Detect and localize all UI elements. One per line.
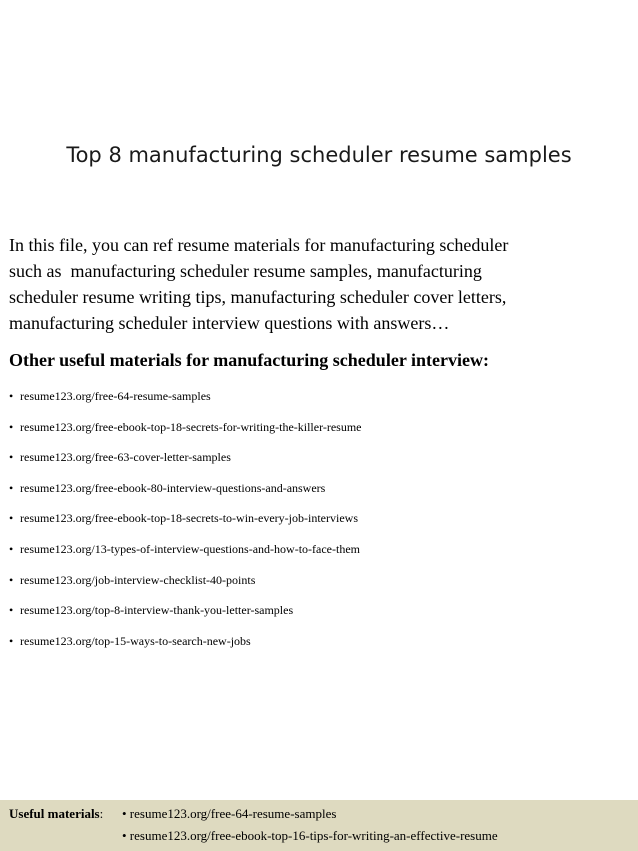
footer-link[interactable]: • resume123.org/free-ebook-top-16-tips-for-writing-an-effective-resume	[122, 828, 498, 843]
list-item	[9, 412, 638, 443]
intro-line: manufacturing scheduler interview questions with answers…	[9, 313, 450, 333]
list-item	[9, 595, 638, 626]
bullet-icon: •	[9, 572, 14, 587]
bullet-icon: •	[9, 450, 14, 465]
bullet-icon: •	[9, 480, 14, 495]
list-item	[9, 381, 638, 412]
resource-link[interactable]: resume123.org/free-64-resume-samples	[20, 389, 211, 403]
list-item	[9, 565, 638, 596]
footer-bar	[0, 800, 638, 851]
resource-link[interactable]: resume123.org/top-8-interview-thank-you-letter-samples	[20, 603, 294, 618]
bullet-icon: •	[9, 389, 14, 403]
footer-label-separator: :	[99, 806, 104, 821]
footer-label	[9, 806, 103, 822]
list-item	[9, 473, 638, 504]
resource-link[interactable]: resume123.org/job-interview-checklist-40-points	[20, 572, 256, 587]
list-item	[9, 442, 638, 473]
footer-link[interactable]: • resume123.org/free-64-resume-samples	[122, 806, 337, 821]
page-title: Top 8 manufacturing scheduler resume samples	[66, 143, 572, 167]
bullet-icon: •	[9, 511, 14, 526]
intro-line: such as manufacturing scheduler resume samples, manufacturing	[9, 261, 482, 281]
bullet-icon: •	[9, 541, 14, 556]
materials-link-list	[9, 381, 638, 656]
bullet-icon: •	[9, 603, 14, 618]
materials-subheading: Other useful materials for manufacturing scheduler interview:	[9, 350, 489, 370]
footer-label-text: Useful materials	[9, 806, 100, 821]
list-item	[9, 503, 638, 534]
intro-line: scheduler resume writing tips, manufacturing scheduler cover letters,	[9, 287, 507, 307]
bullet-icon: •	[9, 419, 14, 434]
resource-link[interactable]: resume123.org/free-ebook-top-18-secrets-for-writing-the-killer-resume	[20, 419, 362, 434]
resource-link[interactable]: resume123.org/free-63-cover-letter-samples	[20, 450, 231, 465]
bullet-icon: •	[9, 633, 14, 648]
resource-link[interactable]: resume123.org/free-ebook-80-interview-questions-and-answers	[20, 480, 326, 495]
resource-link[interactable]: resume123.org/top-15-ways-to-search-new-jobs	[20, 633, 251, 648]
intro-paragraph	[9, 232, 634, 336]
list-item	[9, 534, 638, 565]
resource-link[interactable]: resume123.org/13-types-of-interview-questions-and-how-to-face-them	[20, 541, 361, 556]
list-item	[9, 626, 638, 657]
resource-link[interactable]: resume123.org/free-ebook-top-18-secrets-to-win-every-job-interviews	[20, 511, 358, 526]
intro-line: In this file, you can ref resume materials for manufacturing scheduler	[9, 235, 509, 255]
